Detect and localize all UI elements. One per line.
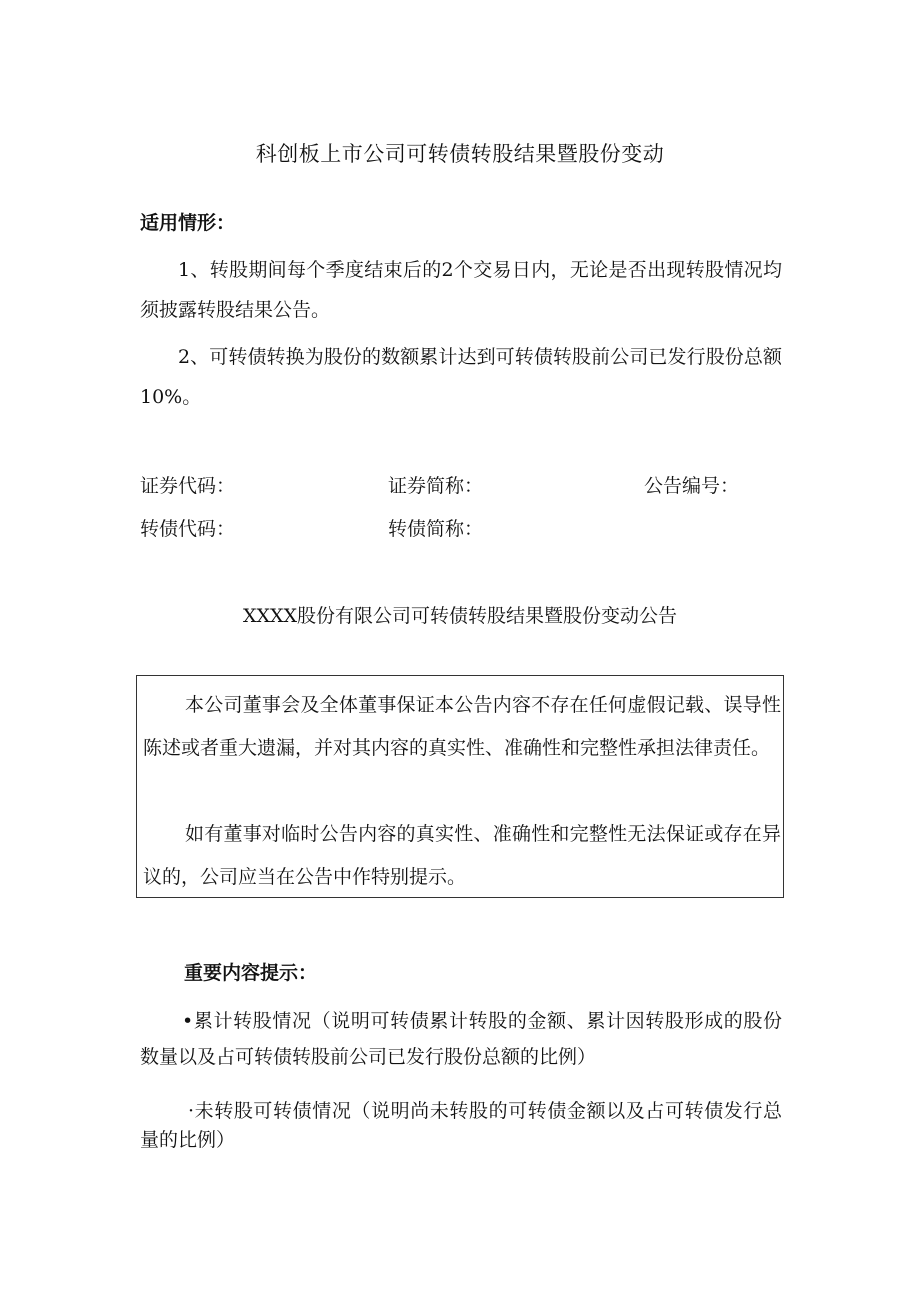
applicable-item-1: 1、转股期间每个季度结束后的2个交易日内，无论是否出现转股情况均须披露转股结果公告。 — [140, 259, 782, 321]
announcement-title: XXXX股份有限公司可转债转股结果暨股份变动公告 — [242, 605, 678, 627]
important-hints-heading: 重要内容提示： — [184, 962, 318, 984]
hint-item-unconverted-bonds: ·未转股可转债情况（说明尚未转股的可转债金额以及占可转债发行总量的比例） — [140, 1100, 782, 1151]
disclaimer-paragraph-2: 如有董事对临时公告内容的真实性、准确性和完整性无法保证或存在异议的，公司应当在公告中作特别提示。 — [143, 823, 781, 888]
hint-item-cumulative-conversion: •累计转股情况（说明可转债累计转股的金额、累计因转股形成的股份数量以及占可转债转股前公司已发行股份总额的比例） — [140, 1010, 782, 1068]
bond-name-label: 转债简称： — [388, 518, 484, 540]
security-code-label: 证券代码： — [140, 475, 236, 497]
applicable-heading: 适用情形： — [140, 212, 236, 234]
bond-code-label: 转债代码： — [140, 518, 236, 540]
disclaimer-box — [136, 675, 784, 898]
page-title: 科创板上市公司可转债转股结果暨股份变动 — [255, 142, 665, 166]
security-name-label: 证券简称： — [388, 475, 484, 497]
applicable-item-2: 2、可转债转换为股份的数额累计达到可转债转股前公司已发行股份总额10%。 — [140, 346, 782, 408]
disclaimer-paragraph-1: 本公司董事会及全体董事保证本公告内容不存在任何虚假记载、误导性陈述或者重大遗漏，并对其内容的真实性、准确性和完整性承担法律责任。 — [143, 694, 781, 759]
announcement-number-label: 公告编号： — [644, 475, 740, 497]
